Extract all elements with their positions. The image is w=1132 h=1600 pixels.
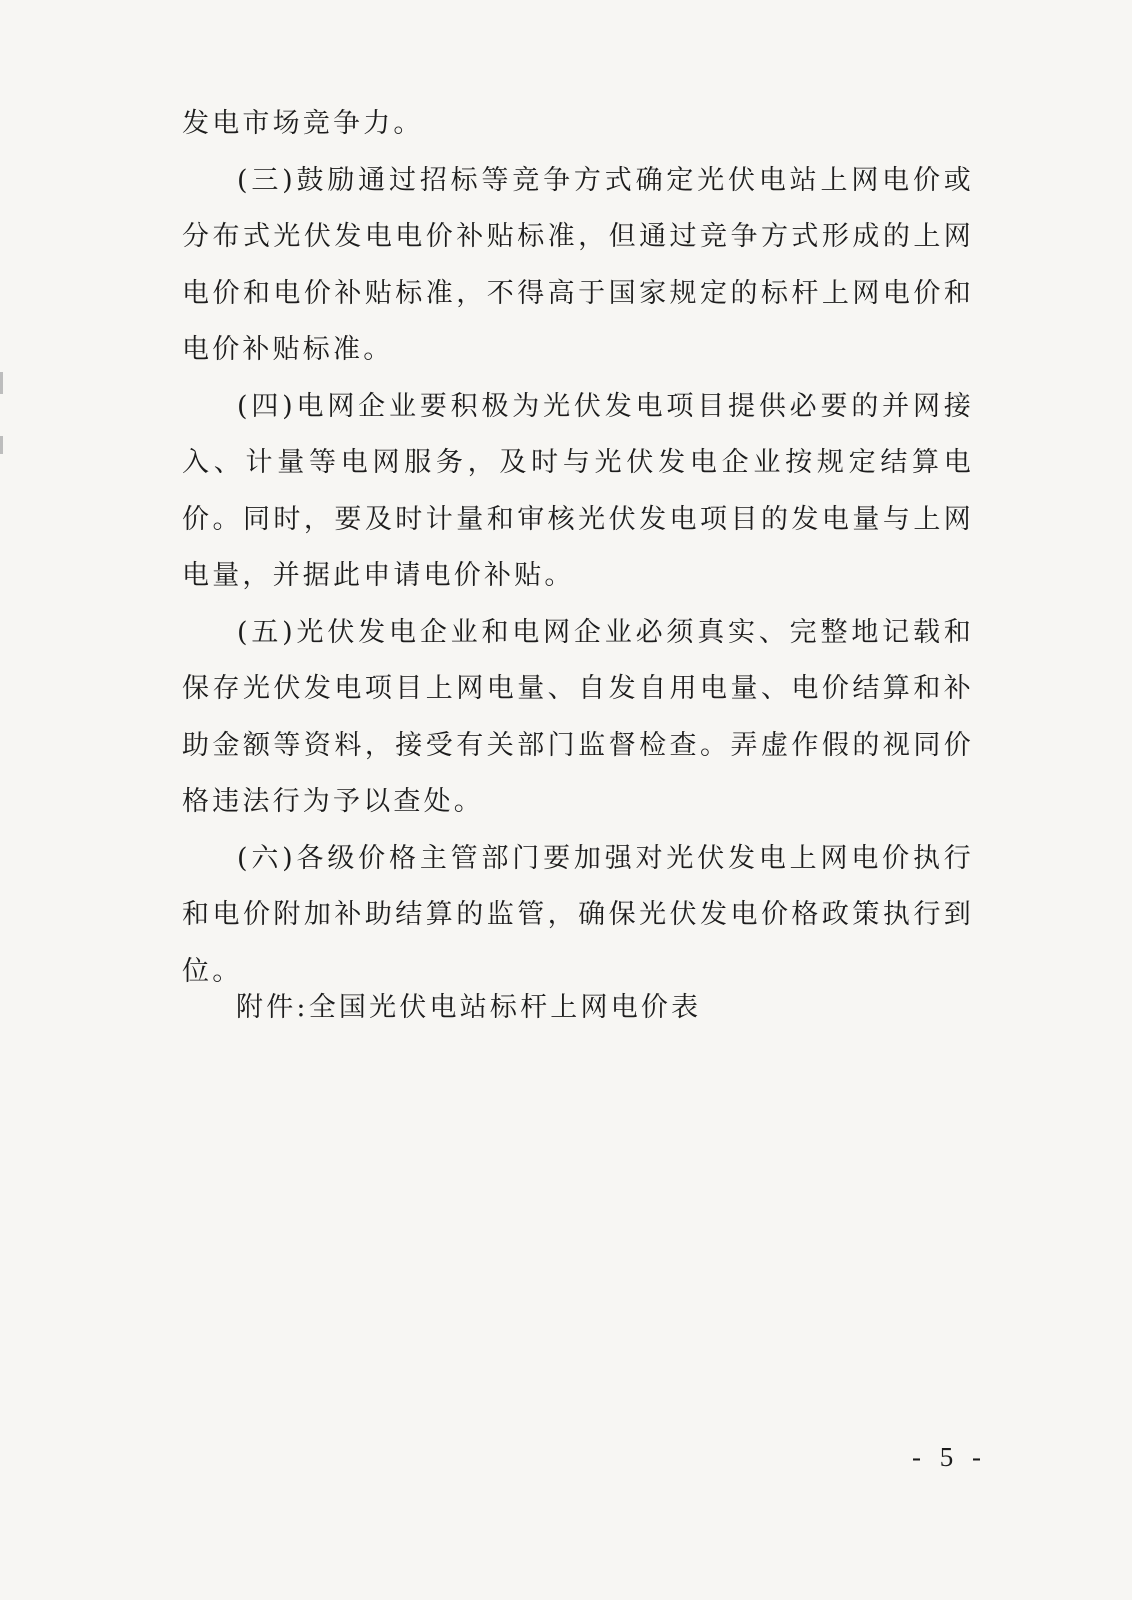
paragraph-3: (四)电网企业要积极为光伏发电项目提供必要的并网接入、计量等电网服务，及时与光伏发电企业按规定结算电价。同时，要及时计量和审核光伏发电项目的发电量与上网电量，并据此申请电价补贴。: [182, 390, 974, 591]
scan-edge-mark: [0, 372, 3, 394]
paragraph-2: (三)鼓励通过招标等竞争方式确定光伏电站上网电价或分布式光伏发电电价补贴标准，但通过竞争方式形成的上网电价和电价补贴标准，不得高于国家规定的标杆上网电价和电价补贴标准。: [182, 164, 974, 365]
attachment-line: 附件:全国光伏电站标杆上网电价表: [236, 992, 702, 1023]
document-body: [182, 96, 974, 1000]
paragraph-4: (五)光伏发电企业和电网企业必须真实、完整地记载和保存光伏发电项目上网电量、自发自用电量、电价结算和补助金额等资料，接受有关部门监督检查。弄虚作假的视同价格违法行为予以查处。: [182, 616, 974, 817]
paragraph-5: (六)各级价格主管部门要加强对光伏发电上网电价执行和电价附加补助结算的监管，确保光伏发电价格政策执行到位。: [182, 842, 974, 987]
page-number: - 5 -: [912, 1442, 987, 1472]
paragraph-1: 发电市场竞争力。: [182, 108, 424, 139]
scan-edge-mark: [0, 436, 3, 454]
